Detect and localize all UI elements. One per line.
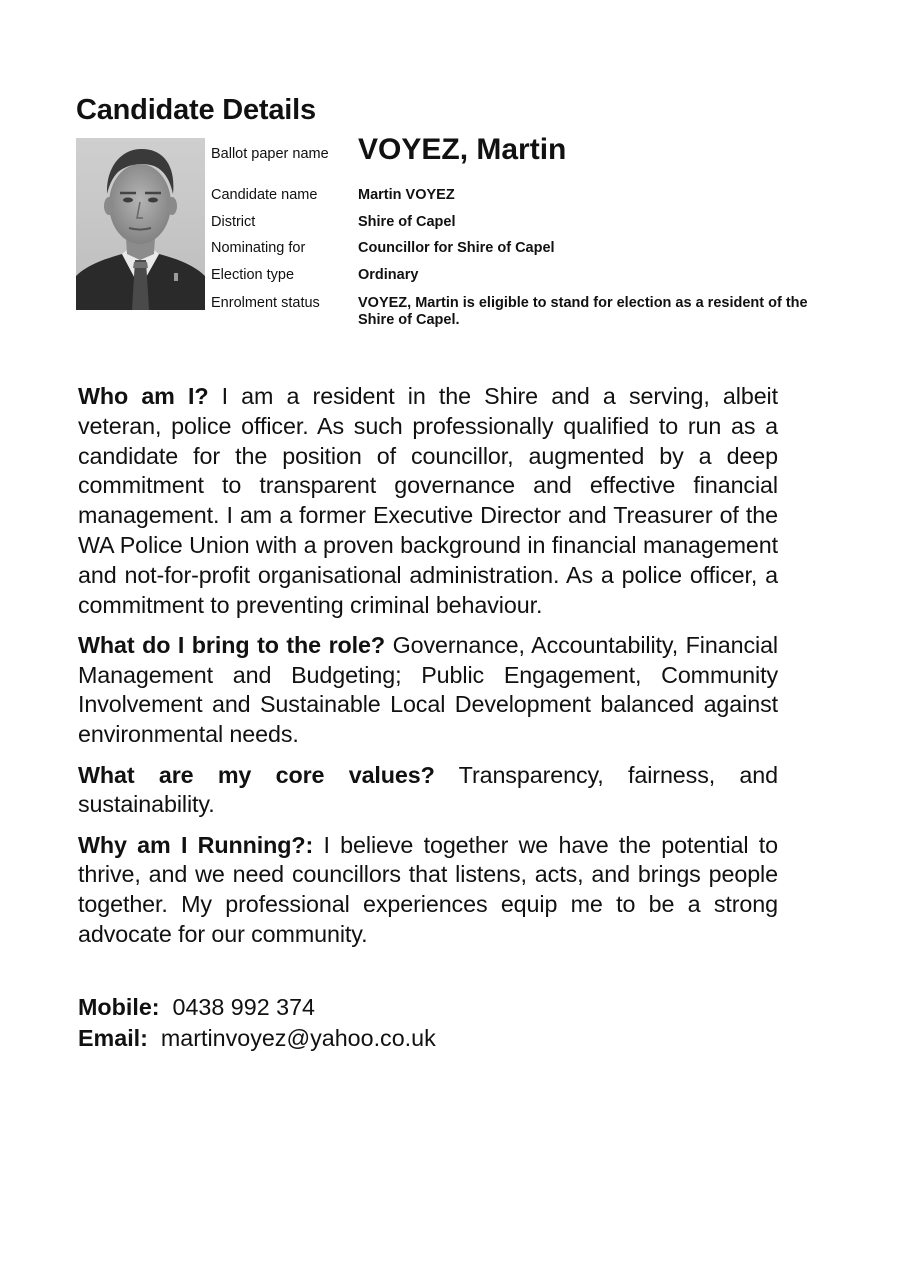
- statement-paragraph: [78, 382, 778, 620]
- ballot-paper-name: VOYEZ, Martin: [358, 133, 567, 166]
- enrolment-status: VOYEZ, Martin is eligible to stand for election as a resident of the Shire of Capel.: [358, 295, 808, 328]
- statement-question: Who am I?: [78, 383, 209, 409]
- mobile-label: Mobile:: [78, 994, 160, 1020]
- statement-answer: I believe together we have the potential to thrive, and we need councillors that listens, acts, and brings people together. My professional experiences equip me to be a strong advocate for our community.: [78, 831, 778, 948]
- statement-paragraph: [78, 761, 778, 821]
- statement-question: What do I bring to the role?: [78, 631, 386, 658]
- detail-label: Nominating for: [211, 240, 306, 256]
- detail-label: District: [211, 214, 256, 230]
- nominating-for: Councillor for Shire of Capel: [358, 240, 555, 256]
- mobile-number: 0438 992 374: [172, 994, 315, 1020]
- candidate-name: Martin VOYEZ: [358, 187, 455, 203]
- mobile-line: [78, 992, 778, 1023]
- detail-label: Ballot paper name: [211, 146, 329, 162]
- detail-label: Election type: [211, 267, 295, 283]
- statement-answer: I am a resident in the Shire and a serving, albeit veteran, police officer. As such professionally qualified to run as a candidate for the position of councillor, augmented by a deep commitment to transparent governance and effective financial management. I am a former Executive Director and Treasurer of the WA Police Union with a proven background in financial management and not-for-profit organisational administration. As a police officer, a commitment to preventing criminal behaviour.: [78, 383, 778, 618]
- statement-answer: Transparency, fairness, and sustainability.: [78, 761, 779, 818]
- email-address[interactable]: martinvoyez@yahoo.co.uk: [160, 1025, 436, 1051]
- election-type: Ordinary: [358, 267, 419, 283]
- candidate-statement: [78, 382, 778, 960]
- statement-paragraph: [78, 631, 778, 750]
- candidate-photo: [76, 138, 205, 310]
- email-label: Email:: [78, 1025, 148, 1051]
- page-title: Candidate Details: [76, 94, 316, 126]
- statement-paragraph: [78, 831, 778, 950]
- detail-label: Candidate name: [211, 187, 318, 203]
- contact-details: [78, 992, 778, 1054]
- detail-label: Enrolment status: [211, 295, 320, 311]
- statement-answer: Governance, Accountability, Financial Management and Budgeting; Public Engagement, Community Involvement and Sustainable Local Development balanced against environmental needs.: [78, 631, 778, 748]
- statement-question: What are my core values?: [78, 761, 435, 788]
- email-line: [78, 1023, 778, 1054]
- district: Shire of Capel: [358, 214, 456, 230]
- candidate-details: [211, 0, 831, 340]
- statement-question: Why am I Running?:: [78, 831, 314, 858]
